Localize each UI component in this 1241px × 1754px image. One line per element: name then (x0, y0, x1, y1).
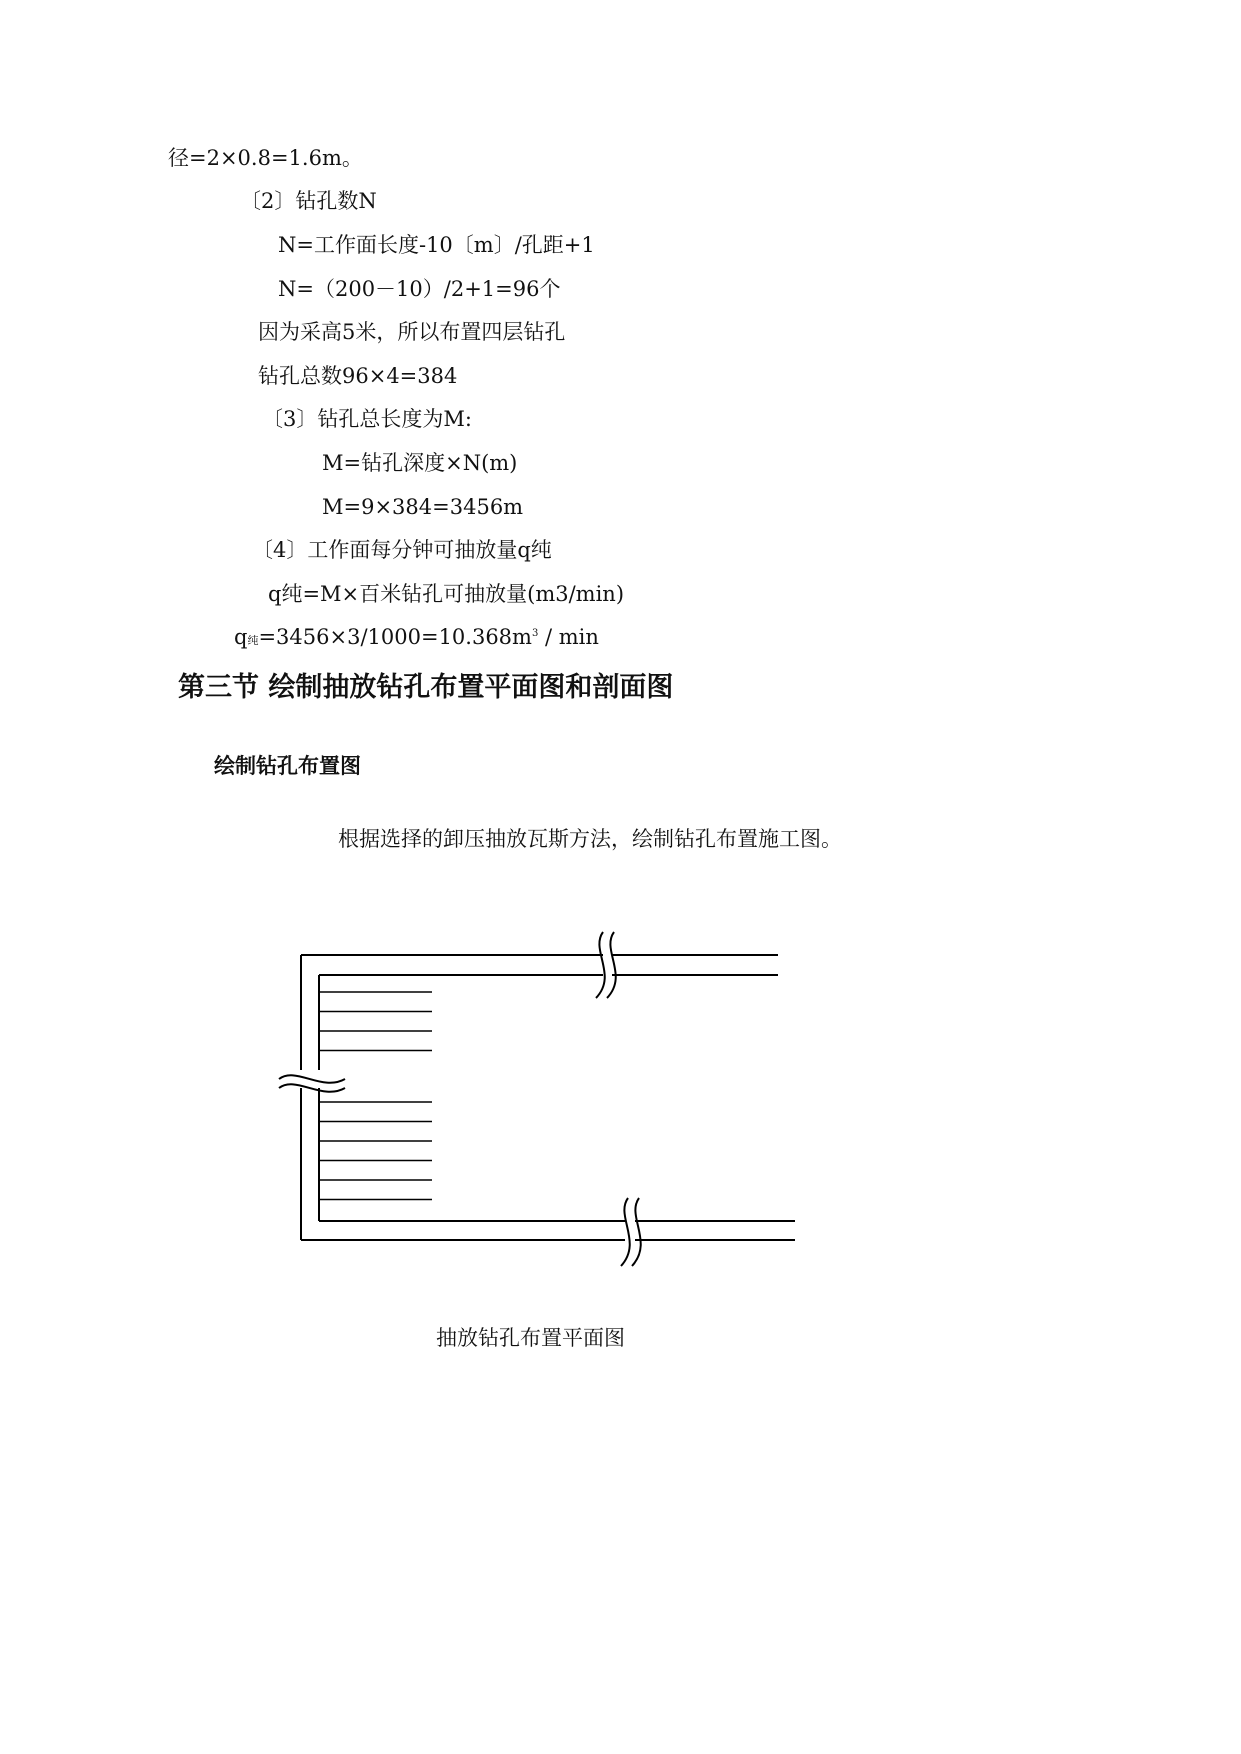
left-break-symbol (279, 1075, 345, 1092)
q-superscript: 3 (531, 628, 539, 639)
formula-m-value: M=9×384=3456m (322, 495, 524, 519)
lower-break-symbol (621, 1198, 641, 1266)
layer-note: 因为采高5米，所以布置四层钻孔 (258, 320, 566, 344)
formula-diameter: 径=2×0.8=1.6m。 (168, 146, 363, 170)
q-value: =3456×3/1000=10.368m (258, 625, 532, 649)
q-unit: / min (538, 625, 599, 649)
item-4-heading: 〔4〕工作面每分钟可抽放量q纯 (252, 538, 552, 562)
formula-n-general: N=工作面长度-10〔m〕/孔距+1 (278, 233, 595, 257)
formula-n-value: N=（200－10）/2+1=96个 (278, 277, 561, 301)
item-3-heading: 〔3〕钻孔总长度为M: (262, 407, 472, 431)
q-symbol: q (234, 625, 248, 649)
item-2-heading: 〔2〕钻孔数N (240, 189, 377, 213)
subsection-title: 绘制钻孔布置图 (214, 754, 361, 778)
total-holes: 钻孔总数96×4=384 (258, 364, 458, 388)
figure-caption: 抽放钻孔布置平面图 (436, 1326, 625, 1350)
upper-break-symbol (596, 932, 616, 998)
drill-holes-group (319, 992, 432, 1200)
formula-m-general: M=钻孔深度×N(m) (322, 451, 518, 475)
body-paragraph: 根据选择的卸压抽放瓦斯方法，绘制钻孔布置施工图。 (338, 827, 842, 851)
section-title: 第三节 绘制抽放钻孔布置平面图和剖面图 (178, 672, 674, 703)
formula-q-general: q纯=M×百米钻孔可抽放量(m3/min) (268, 582, 625, 606)
q-subscript: 纯 (247, 634, 259, 647)
